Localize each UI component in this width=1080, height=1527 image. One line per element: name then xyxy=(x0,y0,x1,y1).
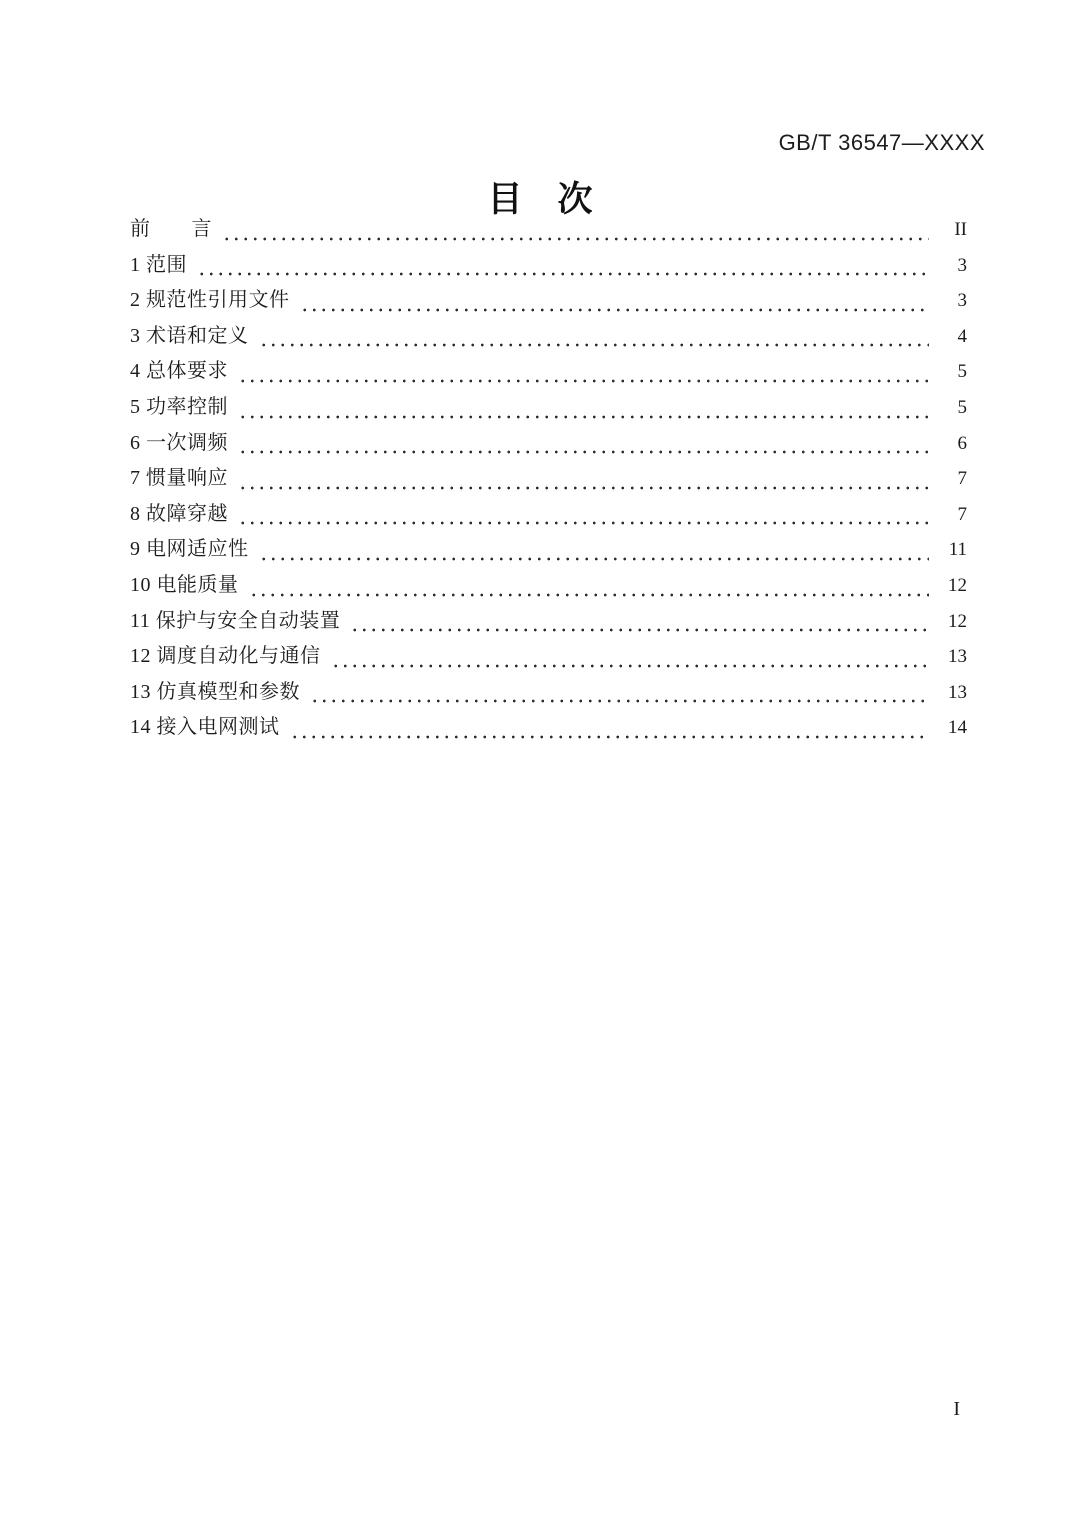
dot-leader xyxy=(238,414,929,420)
toc-entry-label: 13 仿真模型和参数 xyxy=(130,680,300,703)
dot-leader xyxy=(300,307,930,313)
toc-entry-page-number: 11 xyxy=(948,539,967,561)
dot-leader xyxy=(238,520,929,526)
toc-entry-label: 6 一次调频 xyxy=(130,431,228,454)
toc-entry-page-number: 12 xyxy=(948,610,967,632)
footer-page-number: I xyxy=(953,1398,960,1420)
toc-entry-page-number: 3 xyxy=(957,290,967,312)
toc-entry xyxy=(130,426,967,462)
toc-entry xyxy=(130,710,967,746)
dot-leader xyxy=(222,236,929,242)
toc-entry xyxy=(130,461,967,497)
toc-entry-label: 3 术语和定义 xyxy=(130,324,249,347)
table-of-contents xyxy=(130,212,967,746)
toc-entry xyxy=(130,212,967,248)
dot-leader xyxy=(197,271,929,277)
toc-entry-page-number: 7 xyxy=(957,468,967,490)
toc-entry-page-number: 3 xyxy=(957,254,967,276)
toc-entry-label: 前 言 xyxy=(130,218,212,240)
dot-leader xyxy=(249,592,930,598)
dot-leader xyxy=(259,342,930,348)
toc-entry-page-number: 14 xyxy=(948,717,967,739)
toc-entry xyxy=(130,568,967,604)
toc-entry-label: 11 保护与安全自动装置 xyxy=(130,609,341,632)
standard-number: GB/T 36547—XXXX xyxy=(778,130,985,155)
toc-entry-page-number: 13 xyxy=(948,646,967,668)
toc-entry xyxy=(130,532,967,568)
toc-entry xyxy=(130,319,967,355)
toc-entry-label: 12 调度自动化与通信 xyxy=(130,645,321,668)
toc-entry-page-number: 6 xyxy=(957,432,967,454)
toc-entry-label: 1 范围 xyxy=(130,253,187,276)
toc-entry-label: 9 电网适应性 xyxy=(130,538,249,561)
dot-leader xyxy=(350,627,929,633)
toc-entry-page-number: 7 xyxy=(957,503,967,525)
toc-entry-page-number: 4 xyxy=(957,325,967,347)
toc-entry-label: 10 电能质量 xyxy=(130,573,239,596)
toc-entry-label: 4 总体要求 xyxy=(130,360,228,383)
dot-leader xyxy=(290,734,930,740)
toc-entry xyxy=(130,675,967,711)
toc-entry xyxy=(130,390,967,426)
toc-entry xyxy=(130,248,967,284)
toc-entry-page-number: II xyxy=(954,219,967,240)
toc-entry xyxy=(130,639,967,675)
toc-entry-label: 14 接入电网测试 xyxy=(130,716,280,739)
toc-entry xyxy=(130,497,967,533)
dot-leader xyxy=(238,485,929,491)
page-title: 目 次 xyxy=(487,180,593,219)
toc-entry xyxy=(130,604,967,640)
toc-entry xyxy=(130,283,967,319)
toc-entry-label: 8 故障穿越 xyxy=(130,502,228,525)
toc-entry-page-number: 13 xyxy=(948,681,967,703)
toc-entry-page-number: 12 xyxy=(948,574,967,596)
dot-leader xyxy=(259,556,930,562)
dot-leader xyxy=(331,663,930,669)
toc-entry-page-number: 5 xyxy=(957,396,967,418)
toc-entry-label: 7 惯量响应 xyxy=(130,467,228,490)
toc-entry-label: 2 规范性引用文件 xyxy=(130,289,290,312)
toc-entry-label: 5 功率控制 xyxy=(130,395,228,418)
dot-leader xyxy=(238,378,929,384)
dot-leader xyxy=(238,449,929,455)
toc-entry xyxy=(130,354,967,390)
toc-entry-page-number: 5 xyxy=(957,361,967,383)
dot-leader xyxy=(310,698,929,704)
